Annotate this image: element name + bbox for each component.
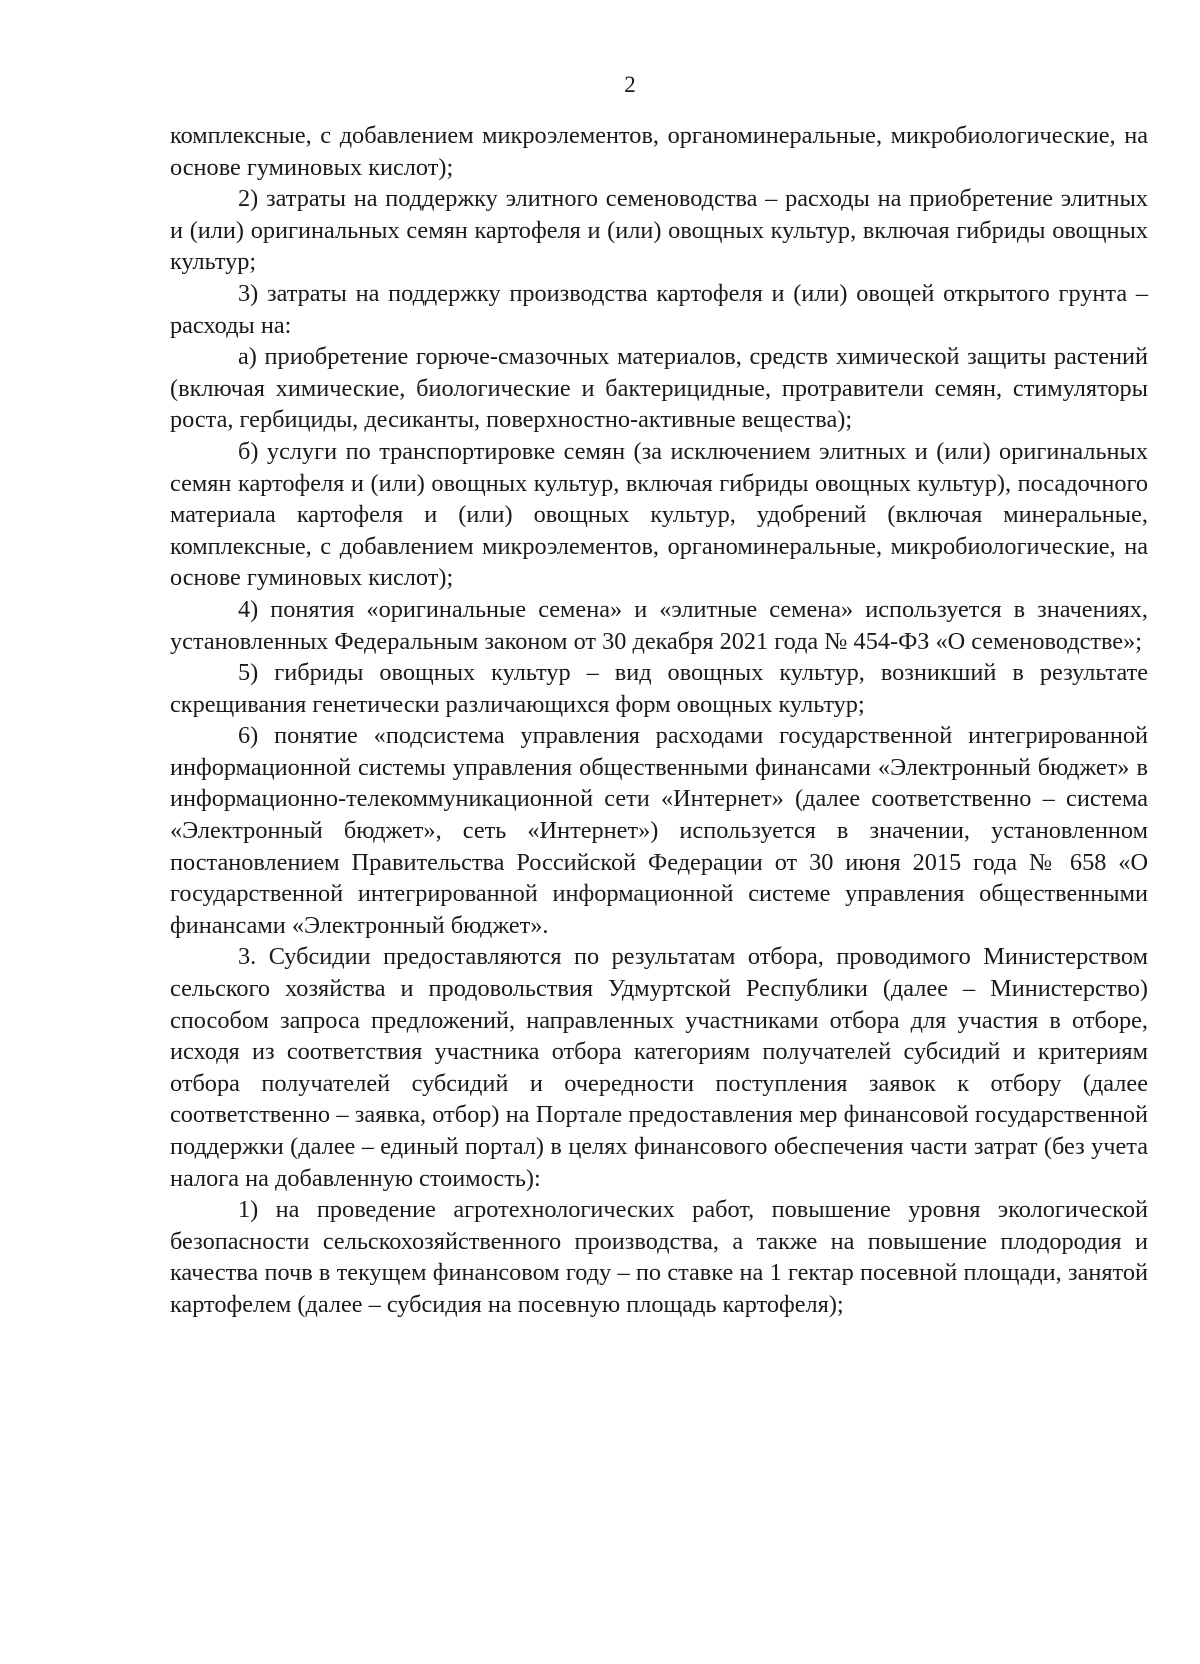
page-number: 2 <box>624 72 636 97</box>
paragraph-item-4-seed-concepts: 4) понятия «оригинальные семена» и «элитные семена» используется в значениях, установленных Федеральным законом от 30 декабря 2021 года № 454-ФЗ «О семеноводстве»; <box>170 595 1148 655</box>
paragraph-subitem-b-transport: б) услуги по транспортировке семян (за исключением элитных и (или) оригинальных семян картофеля и (или) овощных культур, включая гибриды овощных культур), посадочного материала картофеля и (или) овощных культур, удобрений (включая минеральные, комплексные, с добавлением микроэлементов, органоминеральные, микробиологические, на основе гуминовых кислот); <box>170 437 1148 592</box>
paragraph-item-3-production-costs: 3) затраты на поддержку производства картофеля и (или) овощей открытого грунта – расходы на: <box>170 279 1148 339</box>
paragraph-item-6-electronic-budget: 6) понятие «подсистема управления расходами государственной интегрированной информационной системы управления общественными финансами «Электронный бюджет» в информационно-телекоммуникационной сети «Интернет» (далее соответственно – система «Электронный бюджет», сеть «Интернет») используется в значении, установленном постановлением Правительства Российской Федерации от 30 июня 2015 года № 658 «О государственной интегрированной информационной системе управления общественными финансами «Электронный бюджет». <box>170 722 1148 939</box>
paragraph-continuation: комплексные, с добавлением микроэлементов, органоминеральные, микробиологические, на основе гуминовых кислот); <box>170 122 1148 181</box>
paragraph-subitem-a-fuel-chemicals: а) приобретение горюче-смазочных материалов, средств химической защиты растений (включая химические, биологические и бактерицидные, протравители семян, стимуляторы роста, гербициды, десиканты, поверхностно-активные вещества); <box>170 343 1148 434</box>
paragraph-item-2-elite-seeds: 2) затраты на поддержку элитного семеноводства – расходы на приобретение элитных и (или) оригинальных семян картофеля и (или) овощных культур, включая гибриды овощных культур; <box>170 185 1148 276</box>
document-body <box>170 120 1148 1321</box>
paragraph-item-5-hybrids: 5) гибриды овощных культур – вид овощных культур, возникший в результате скрещивания генетически различающихся форм овощных культур; <box>170 659 1148 718</box>
paragraph-section-3-subsidies: 3. Субсидии предоставляются по результатам отбора, проводимого Министерством сельского хозяйства и продовольствия Удмуртской Республики (далее – Министерство) способом запроса предложений, направленных участниками отбора для участия в отборе, исходя из соответствия участника отбора категориям получателей субсидий и критериям отбора получателей субсидий и очередности поступления заявок к отбору (далее соответственно – заявка, отбор) на Портале предоставления мер финансовой государственной поддержки (далее – единый портал) в целях финансового обеспечения части затрат (без учета налога на добавленную стоимость): <box>170 943 1148 1192</box>
paragraph-subsidy-item-1: 1) на проведение агротехнологических работ, повышение уровня экологической безопасности сельскохозяйственного производства, а также на повышение плодородия и качества почв в текущем финансовом году – по ставке на 1 гектар посевной площади, занятой картофелем (далее – субсидия на посевную площадь картофеля); <box>170 1196 1148 1318</box>
